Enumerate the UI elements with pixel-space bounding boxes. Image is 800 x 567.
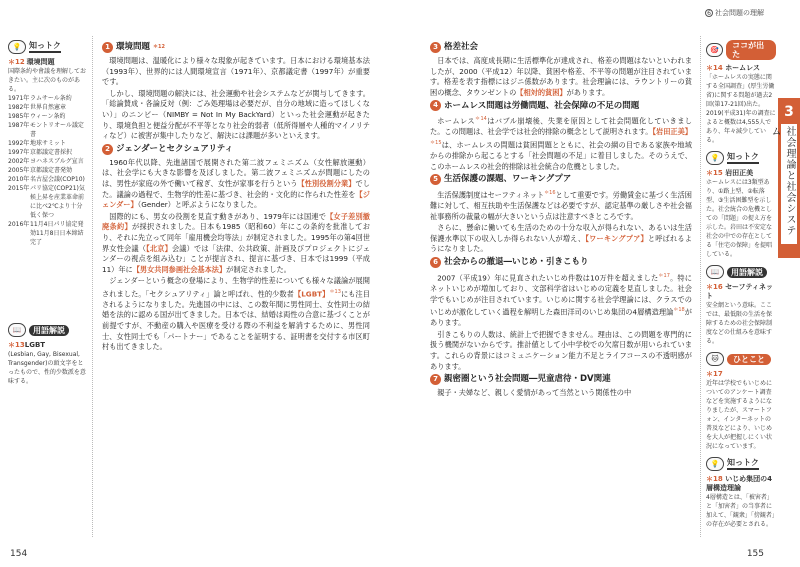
keyword: 【ワーキングプア】 — [585, 233, 648, 243]
kokodeta-text: 「ホームレスの実態に関する全国調査」(厚生労働省)に関する問題が過去2回(第17-21回)出た。2019(平成31)年の調査によると概数は4,555人であり、年々減少している。 — [706, 74, 776, 144]
right-sidebar — [706, 40, 776, 535]
timeline-event: ラムサール条約 — [30, 95, 72, 102]
section-heading — [102, 42, 370, 53]
section-heading — [430, 100, 692, 111]
hitokoto-text: 近年は学校でもいじめについてのアンケート調査などを実施するようになりましたが、スマートフォン、インターネットの普及などにより、いじめを大人が把握しにくい状況になっています。 — [706, 380, 773, 450]
section-title: ジェンダーとセクシュアリティ — [116, 143, 234, 154]
knowtoku-body — [8, 58, 86, 247]
footnote-mark: ＊18 — [706, 475, 726, 483]
kokodeta-title: ホームレス — [725, 64, 760, 72]
right-main-column — [430, 40, 692, 400]
timeline-event: 名古屋会議(COP10) — [30, 176, 85, 183]
keyword: 【性別役割分業】 — [297, 178, 356, 188]
timeline-year: 1987年 — [8, 122, 30, 129]
timeline-event: ウィーン条約 — [30, 113, 66, 120]
timeline-year: 2002年 — [8, 158, 30, 165]
knowtoku3-title: いじめ集団の4層構造理論 — [706, 475, 773, 492]
timeline-year: 1971年 — [8, 95, 30, 102]
footnote-mark: ＊17 — [706, 370, 723, 378]
footnote-mark: ＊15 — [430, 139, 442, 146]
knowtoku3-label: 知っトク — [727, 458, 759, 470]
knowtoku3-text: 4層構造とは、「被害者」と「加害者」の当事者に加えて、「観衆」「傍観者」の存在が必要とされる。 — [706, 494, 775, 528]
yougo2-title: セーフティネット — [706, 283, 773, 300]
timeline-event: 京都議定書発効 — [30, 167, 73, 174]
paragraph: ジェンダーという概念の登場により、生物学的性差についても様々な議論が展開されました。「セクシュアリティ」論と呼ばれ、性的少数者【LGBT】$^{*13}$にも注目されるようになりました。先進国の中には、この数年間に男性同士、女性同士の結婚を法的に認める国が出てきました。日本では、結婚は両性の合意に基づくことが前提ですが、不動産の購入や医療を受ける際の不利益を解消するために、男性同士、女性同士でも「パートナー」であることを証明する、証明書を交付する市区町村も出てきました。 — [102, 276, 370, 352]
header-title: 社会問題の理解 — [715, 9, 764, 17]
paragraph: ホームレス$^{*14}$はバブル崩壊後、失業を原因として社会問題化していきました。この問題は、社会学では社会的排除の概念として説明されます。【岩田正美】$^{*15}$は、ホームレスの問題は貧困問題とともに、社会の網の目である家族や地域からの排除から起こるとする「社会問題の不足」に着目しました。そのうえで、このホームレスの社会的排除は社会統合の危機としました。 — [430, 116, 692, 171]
footnote-mark: ＊12 — [153, 44, 165, 51]
timeline-event: モントリオール議定書 — [30, 122, 84, 138]
yougo-header — [8, 323, 86, 337]
timeline-year: 1997年 — [8, 149, 30, 156]
timeline-event: 11月4日パリ協定発効11月8日日本締結完了 — [30, 221, 84, 246]
lightbulb-icon: 💡 — [706, 151, 724, 165]
header-number: 6 — [705, 9, 713, 17]
kokodeta-header — [706, 40, 776, 60]
hitokoto-label: ひとこと — [727, 354, 771, 365]
section-number: 7 — [430, 374, 441, 385]
left-sidebar — [8, 40, 86, 392]
section-number: 6 — [430, 257, 441, 268]
footnote-mark: ＊14 — [706, 64, 726, 72]
footnote-mark: ＊16 — [706, 283, 726, 291]
footnote-mark: ＊13 — [329, 288, 341, 295]
footnote-mark: ＊13 — [8, 341, 25, 349]
footnote-mark: ＊16 — [544, 190, 556, 197]
paragraph: 環境問題は、温暖化により様々な現象が起きています。日本における環境基本法（1993年）、世界的には人間環境宣言（1971年）、京都議定書（1997年）が重要です。 — [102, 56, 370, 87]
section-heading — [102, 144, 370, 155]
section-title: 生活保護の課題、ワーキングプア — [444, 174, 572, 185]
keyword: 【LGBT】 — [293, 289, 330, 299]
knowtoku-label: 知っトク — [29, 41, 61, 53]
timeline-year: 2010年 — [8, 176, 30, 183]
knowtoku2-header — [706, 151, 776, 165]
timeline-year: 1985年 — [8, 113, 30, 120]
running-header — [705, 8, 764, 18]
paragraph: 親子・夫婦など、親しく愛情があって当然という関係性の中 — [437, 388, 632, 398]
paragraph: 日本では、高度成長期に生活標準化が達成され、格差の問題はないといわれましたが、2000（平成12）年以降、貧困や格差、不平等の問題が注目されています。格差を表す指標にはジニ係数があります。社会理論には、ラウントリーの貧困の概念、タウンゼントの【相対的貧困】があります。 — [430, 56, 692, 97]
yougo-label: 用語解説 — [29, 325, 69, 336]
knowtoku2-label: 知っトク — [727, 152, 759, 164]
section-title: 社会からの撤退―いじめ・引きこもり — [444, 257, 589, 268]
timeline-year: 2016年 — [8, 221, 30, 228]
section-number: 5 — [430, 174, 441, 185]
column-divider — [700, 36, 701, 537]
yougo2-body — [706, 283, 776, 346]
book-icon: 📖 — [8, 323, 26, 337]
section-title: 格差社会 — [444, 42, 479, 53]
paragraph: さらに、懸命に働いても生活のための十分な収入が得られない、あるいは生活保護水準以下の収入しか得られない人が増え、【ワーキングプア】と呼ばれるようになりました。 — [430, 223, 692, 254]
footnote-mark: ＊14 — [475, 116, 487, 123]
keyword: 【女子差別撤廃条約】 — [102, 211, 370, 232]
section-number: 2 — [102, 144, 113, 155]
column-divider — [92, 36, 93, 537]
paragraph: 2007（平成19）年に見直されたいじめ件数は10万件を超えました$^{*17}$。特にネットいじめが増加しており、文部科学省はいじめの定義を見直しました。社会学でもいじめが注目されています。いじめに関する社会学理論には、クラスでのいじめが激化していく過程を解明した森田洋司のいじめ集団の4層構造理論$^{*18}$があります。 — [430, 273, 692, 328]
knowtoku-text: 国際条約や會議を理解しておきたい。主に次のものがある。 — [8, 68, 87, 93]
yougo2-label: 用語解説 — [727, 267, 767, 278]
kokodeta-body — [706, 64, 776, 145]
cat-icon: 🐱 — [706, 352, 724, 366]
footnote-mark: ＊17 — [658, 273, 670, 280]
footnote-mark: ＊18 — [673, 307, 685, 314]
keyword: 【岩田正美】 — [652, 127, 692, 137]
timeline-year: 1992年 — [8, 140, 30, 147]
chapter-title: 社会理論と社会システム — [781, 124, 797, 244]
paragraph: 引きこもりの人数は、統計上で把握できません。理由は、この問題を専門的に扱う機関がないからです。推計値として小中学校での欠席日数が用いられています。これらの背景にはコミュニケーション能力不足とライフコースの不透明感があります。 — [430, 329, 692, 371]
yougo2-header — [706, 265, 776, 279]
timeline-year: 2015年 — [8, 185, 30, 192]
yougo-title: LGBT — [24, 341, 46, 349]
knowtoku3-body — [706, 475, 776, 529]
paragraph: 生活保護制度はセーフティネット$^{*16}$として重要です。労働賃金に基づく生活困難に対して、相互扶助や生活保護などは必要ですが、認定基準の厳しさや社会福祉事務所の裁量の幅が大きいという点は注意すべきところです。 — [430, 190, 692, 221]
page-number: 154 — [10, 549, 28, 559]
section-heading — [430, 374, 692, 385]
target-icon: 🎯 — [706, 43, 723, 57]
section-title: 親密圏という社会問題―児童虐待・DV関連 — [444, 374, 611, 385]
book-icon: 📖 — [706, 265, 724, 279]
lightbulb-icon: 💡 — [8, 40, 26, 54]
paragraph: 国際的にも、男女の役割を見直す動きがあり、1979年には国連で【女子差別撤廃条約】が採択されました。日本も1985（昭和60）年にこの条約を批准しており、それに先立って同年「雇用機会均等法」が制定されました。1995年の第4回世界女性会議（【北京】会議）では「法律、公共政策、計画及びプロジェクトにジェンダーの視点を組み込む」ことが提言され、提言に基づき、日本では1999（平成11）年に【男女共同参画社会基本法】が制定されました。 — [102, 211, 370, 274]
section-title: ホームレス問題は労働問題、社会保障の不足の問題 — [444, 100, 640, 111]
keyword: 【ジェンダー】 — [102, 189, 370, 210]
keyword: 【北京】 — [146, 243, 172, 253]
right-page — [400, 0, 800, 567]
left-main-column — [102, 40, 370, 354]
hitokoto-header — [706, 352, 776, 366]
knowtoku-header — [8, 40, 86, 54]
section-heading — [430, 257, 692, 268]
chapter-number: 3 — [784, 104, 794, 120]
yougo-body — [8, 341, 86, 386]
treaty-timeline — [8, 94, 86, 247]
timeline-event: 京都議定書採択 — [30, 149, 73, 156]
paragraph: 1960年代以降、先進諸国で展開された第二波フェミニズム（女性解放運動）は、社会学にも大きな影響を及ぼしました。第二波フェミニズムが問題にしたのは、男性が家庭の外で働いて稼ぎ、女性が家事を行うという【性別役割分業】でした。議論の過程で、生物学的性差に基づき、社会的・文化的に作られた性差を【ジェンダー】（Gender）と呼ぶようになりました。 — [102, 157, 370, 210]
yougo2-text: 安全網という意味。ここでは、最低限の生活を保障するための社会保障制度などの仕組みを意味する。 — [706, 302, 773, 345]
knowtoku3-header — [706, 457, 776, 471]
lightbulb-icon: 💡 — [706, 457, 724, 471]
section-heading — [430, 42, 692, 53]
timeline-year: 2005年 — [8, 167, 30, 174]
paragraph: しかし、環境問題の解決には、社会運動や社会システムなどが関与してきます。「総論賛成・各論反対（例：ごみ処理場は必要だが、自分の地域に造ってほしくない）」のニンビー（NIMBY = Not In My BackYard）といった社会運動が起きたり、環境負担と便益分配が不平等となり社会的弱者（低所得層や人種的マイノリティなど）に被害が集中したりなど、解決には課題が多いといえます。 — [102, 88, 370, 141]
hitokoto-body — [706, 370, 776, 451]
knowtoku2-text: ホームレスには3類型あり、①路上型、②転落型、③生活困難型を示した。社会統合の危機としての「問題」の捉え方を示した。岩田は不安定な社会の中での存在としてる「住宅の保障」を提唱している。 — [706, 179, 773, 258]
keyword: 【相対的貧困】 — [516, 87, 567, 97]
section-number: 3 — [430, 42, 441, 53]
timeline-event: 地球サミット — [30, 140, 66, 147]
section-number: 1 — [102, 42, 113, 53]
keyword: 【男女共同参画社会基本法】 — [132, 264, 227, 274]
section-number: 4 — [430, 100, 441, 111]
yougo-text: (Lesbian, Gay, Bisexual, Transgender)の頭文字をとったもので、性的少数派を意味する。 — [8, 351, 86, 385]
timeline-year: 1982年 — [8, 104, 30, 111]
timeline-event: パリ協定(COP21)気候上昇を産業革命前に比べ2℃より十分低く保つ — [30, 185, 85, 219]
timeline-event: ヨハネスブルグ宣言 — [30, 158, 84, 165]
page-number: 155 — [746, 549, 764, 559]
section-heading — [430, 174, 692, 185]
knowtoku2-title: 岩田正美 — [725, 169, 754, 177]
kokodeta-label: ココが出た — [726, 40, 776, 60]
chapter-tab — [769, 98, 800, 258]
timeline-event: 世界自然憲章 — [30, 104, 67, 111]
knowtoku2-body — [706, 169, 776, 259]
footnote-mark: ＊15 — [706, 169, 726, 177]
knowtoku-title: 環境問題 — [26, 58, 55, 66]
footnote-mark: ＊12 — [8, 58, 25, 66]
section-title: 環境問題 — [116, 42, 151, 53]
